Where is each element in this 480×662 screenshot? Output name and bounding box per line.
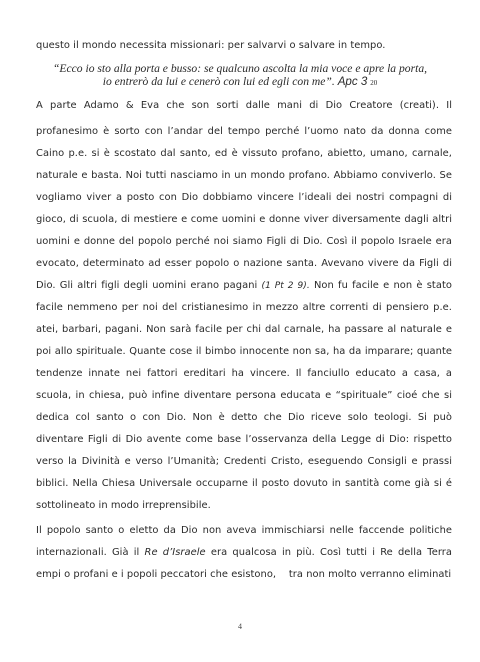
paragraph-1-line-9-start: Dio. Gli altri figli degli uomini erano pagani bbox=[36, 280, 258, 291]
italic-title-re-d-israele: Re d’Israele bbox=[144, 547, 206, 558]
paragraph-1-line-10: facile nemmeno per noi del cristianesimo in mezzo altre correnti di pensiero p.e. bbox=[36, 302, 452, 313]
paragraph-1-line-6: gioco, di scuola, di mestiere e come uomini e donne viver diversamente dagli altri bbox=[36, 214, 452, 225]
paragraph-2-line-2 bbox=[36, 547, 452, 559]
paragraph-1-line-17: verso la Divinità e verso l’Umanità; Credenti Cristo, eseguendo Consigli e prassi bbox=[36, 456, 452, 467]
page-number: 4 bbox=[238, 622, 242, 631]
top-line: questo il mondo necessita missionari: per salvarvi o salvare in tempo. bbox=[36, 40, 386, 51]
paragraph-1-line-15: dedica col santo o con Dio. Non è detto che Dio riceve solo teologi. Si può bbox=[36, 412, 452, 423]
paragraph-2-line-2-start: internazionali. Già il bbox=[36, 547, 140, 558]
paragraph-1-line-4: naturale e basta. Noi tutti nasciamo in un mondo profano. Abbiamo conviverlo. Se bbox=[36, 170, 452, 181]
paragraph-1-line-2: profanesimo è sorto con l’andar del tempo perché l’uomo nato da donna come bbox=[36, 126, 452, 137]
bible-quote-line-2 bbox=[0, 75, 480, 90]
paragraph-1-line-14: scuola, in chiesa, può infine diventare persona educata e “spirituale” cioé che si bbox=[36, 390, 452, 401]
paragraph-1-line-13: tendenze innate nei fattori ereditari ha vincere. Il fanciullo educato a casa, a bbox=[36, 368, 452, 379]
paragraph-1-line-16: diventare Figli di Dio avente come base l’osservanza della Legge di Dio: rispetto bbox=[36, 434, 452, 445]
bible-quote-line-1: “Ecco io sto alla porta e busso: se qualcuno ascolta la mia voce e apre la porta, bbox=[52, 62, 428, 75]
paragraph-1-line-18: biblici. Nella Chiesa Universale occuparne il posto dovuto in santità come già si é bbox=[36, 478, 452, 489]
paragraph-2-line-2-end: era qualcosa in più. Così tutti i Re della Terra bbox=[210, 547, 452, 558]
bible-citation: Apc 3 bbox=[337, 75, 368, 88]
paragraph-1-line-7: uomini e donne del popolo perché noi siamo Figli di Dio. Così il popolo Israele era bbox=[36, 236, 452, 247]
paragraph-1-line-11: atei, barbari, pagani. Non sarà facile per chi dal carnale, ha passare al naturale e bbox=[36, 324, 452, 335]
paragraph-1-line-12: poi allo spirituale. Quante cose il bimbo innocente non sa, ha da imparare; quante bbox=[36, 346, 452, 357]
bible-quote-text: io entrerò da lui e cenerò con lui ed egli con me”. bbox=[102, 75, 335, 88]
paragraph-1-line-19: sottolineato in modo irreprensibile. bbox=[36, 500, 211, 511]
paragraph-2-line-1: Il popolo santo o eletto da Dio non aveva immischiarsi nelle faccende politiche bbox=[36, 525, 452, 536]
paragraph-1-line-8: evocato, determinato ad esser popolo o nazione santa. Avevano vivere da Figli di bbox=[36, 258, 452, 269]
paragraph-1-line-9 bbox=[36, 280, 452, 292]
paragraph-1-line-5: vogliamo viver a posto con Dio dobbiamo vincere l’ideali dei nostri compagni di bbox=[36, 192, 452, 203]
paragraph-1-line-9-end: Non fu facile e non è stato bbox=[313, 280, 452, 291]
paragraph-1-line-3: Caino p.e. si è scostato dal santo, ed è vissuto profano, abietto, umano, carnale, bbox=[36, 148, 452, 159]
scripture-reference: (1 Pt 2 9). bbox=[261, 281, 310, 291]
bible-citation-verse: 20 bbox=[370, 79, 378, 87]
paragraph-1-line-1: A parte Adamo & Eva che son sorti dalle mani di Dio Creatore (creati). Il bbox=[36, 100, 452, 111]
paragraph-2-line-3: empi o profani e i popoli peccatori che esistono, tra non molto verranno eliminati bbox=[36, 569, 452, 580]
